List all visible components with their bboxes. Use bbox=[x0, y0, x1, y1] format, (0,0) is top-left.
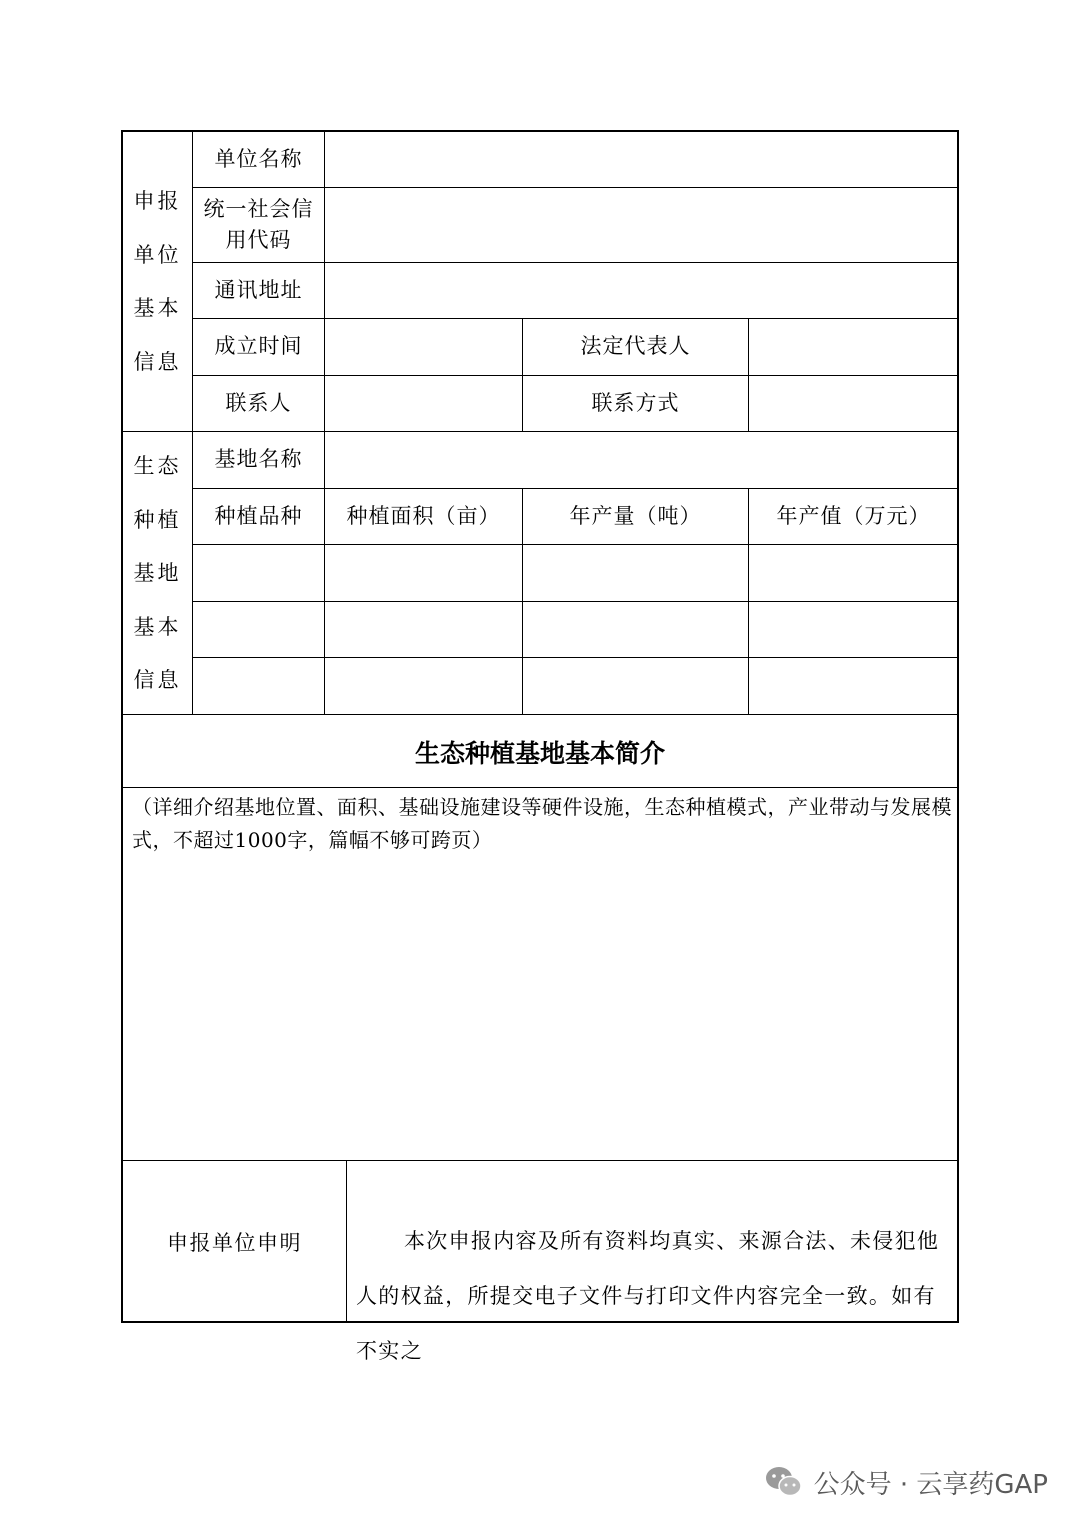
column-header-value: 年产值（万元） bbox=[776, 503, 931, 528]
wechat-watermark bbox=[764, 1460, 1048, 1504]
title-divider bbox=[123, 787, 958, 788]
side-label-line: 基本 bbox=[133, 614, 182, 639]
established-field[interactable] bbox=[325, 319, 522, 375]
table-cell[interactable] bbox=[749, 545, 958, 601]
contact-method-field[interactable] bbox=[749, 376, 958, 431]
section-divider bbox=[123, 1160, 958, 1161]
credit-code-field[interactable] bbox=[325, 188, 958, 262]
table-cell[interactable] bbox=[325, 545, 522, 601]
table-cell[interactable] bbox=[523, 658, 748, 714]
contact-method-label: 联系方式 bbox=[591, 390, 680, 415]
table-cell[interactable] bbox=[523, 545, 748, 601]
side-label-line: 信息 bbox=[133, 668, 182, 692]
section-divider bbox=[123, 714, 958, 715]
side-label-line: 信息 bbox=[133, 349, 182, 374]
side-label-line: 基本 bbox=[133, 296, 182, 320]
watermark-text: 公众号 · 云享药GAP bbox=[813, 1469, 1048, 1500]
table-cell[interactable] bbox=[193, 602, 324, 657]
table-cell[interactable] bbox=[523, 602, 748, 657]
legal-rep-label: 法定代表人 bbox=[580, 334, 691, 359]
intro-note: （详细介绍基地位置、面积、基础设施建设等硬件设施，生态种植模式，产业带动与发展模式，不超过1000字，篇幅不够可跨页） bbox=[132, 795, 952, 852]
contact-person-label: 联系人 bbox=[225, 390, 292, 415]
base-section-label bbox=[123, 440, 192, 708]
wechat-icon bbox=[764, 1465, 804, 1499]
column-divider bbox=[346, 1160, 347, 1321]
declaration-label: 申报单位申明 bbox=[167, 1230, 302, 1255]
table-cell[interactable] bbox=[193, 658, 324, 714]
unit-name-label: 单位名称 bbox=[214, 146, 303, 171]
base-name-field[interactable] bbox=[325, 432, 958, 488]
side-label-line: 基地 bbox=[133, 561, 182, 585]
column-header-variety: 种植品种 bbox=[214, 503, 303, 528]
side-label-line: 生态 bbox=[133, 454, 182, 478]
applicant-section-label bbox=[123, 175, 192, 389]
side-label-line: 种植 bbox=[133, 507, 182, 532]
credit-code-label: 统一社会信用代码 bbox=[203, 196, 314, 252]
column-header-area: 种植面积（亩） bbox=[346, 503, 501, 528]
table-cell[interactable] bbox=[325, 602, 522, 657]
table-cell[interactable] bbox=[749, 658, 958, 714]
declaration-text: 本次申报内容及所有资料均真实、来源合法、未侵犯他人的权益，所提交电子文件与打印文件内容完全一致。如有不实之 bbox=[356, 1229, 940, 1363]
address-field[interactable] bbox=[325, 263, 958, 318]
column-header-yield: 年产量（吨） bbox=[569, 503, 702, 528]
intro-title: 生态种植基地基本简介 bbox=[414, 738, 665, 768]
unit-name-field[interactable] bbox=[325, 132, 958, 187]
table-cell[interactable] bbox=[325, 658, 522, 714]
base-name-label: 基地名称 bbox=[214, 447, 303, 472]
established-label: 成立时间 bbox=[214, 334, 303, 359]
side-label-line: 申报 bbox=[133, 189, 182, 213]
side-label-line: 单位 bbox=[133, 242, 182, 267]
table-cell[interactable] bbox=[193, 545, 324, 601]
legal-rep-field[interactable] bbox=[749, 319, 958, 375]
address-label: 通讯地址 bbox=[214, 277, 303, 302]
contact-person-field[interactable] bbox=[325, 376, 522, 431]
table-cell[interactable] bbox=[749, 602, 958, 657]
